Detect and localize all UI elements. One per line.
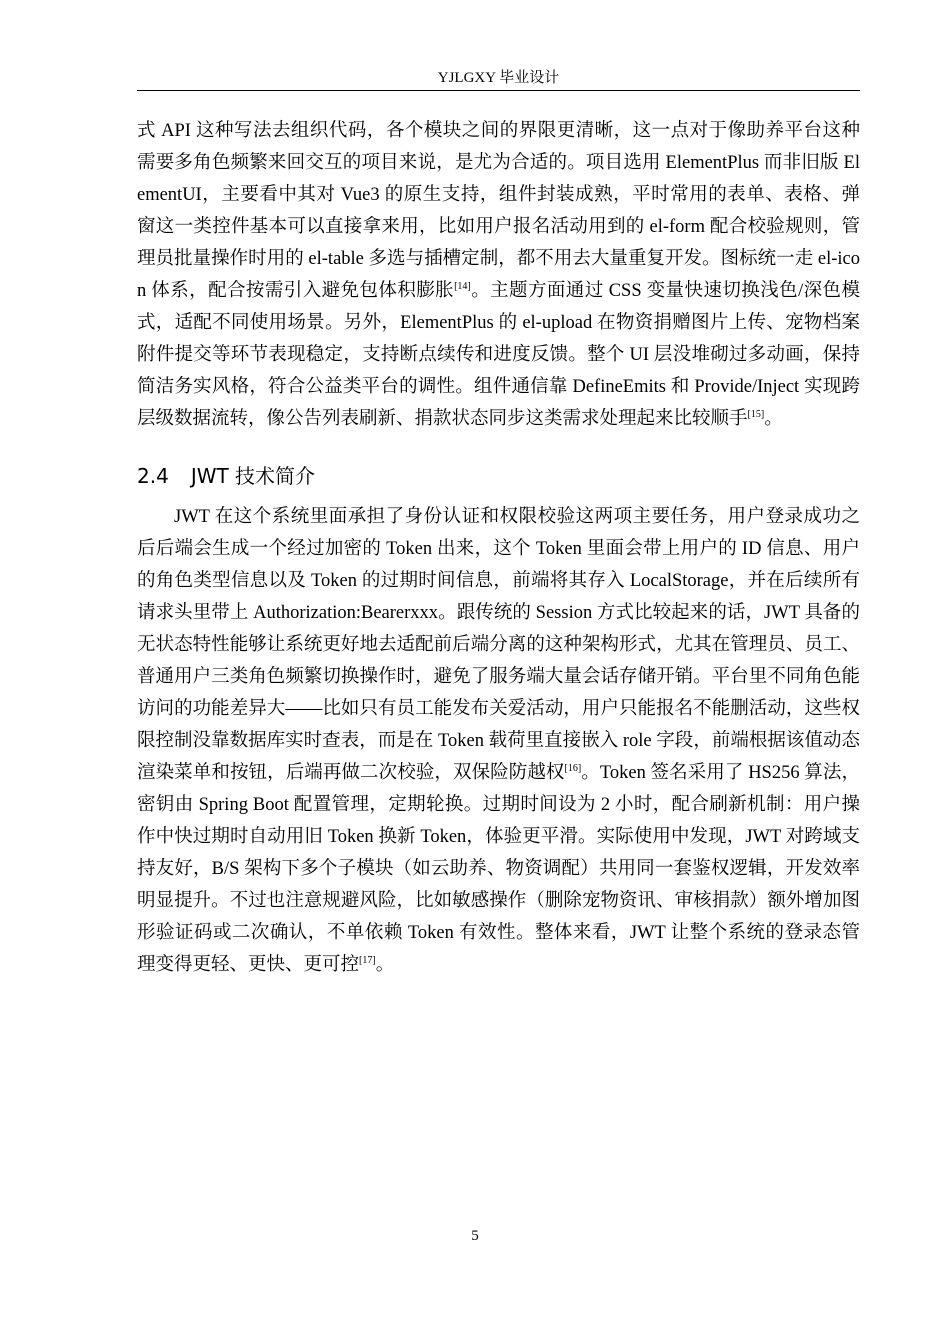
citation-ref: [14] xyxy=(454,280,471,292)
running-header: YJLGXY 毕业设计 xyxy=(137,66,860,91)
paragraph-text: 。Token 签名采用了 HS256 算法，密钥由 Spring Boot 配置管理，定期轮换。过期时间设为 2 小时，配合刷新机制：用户操作中快过期时自动用旧 Token 换新 Token，体验更平滑。实际使用中发现，JWT 对跨域支持友好，B/S 架构下多个子模块（如云助养、物资调配）共用同一套鉴权逻辑，开发效率明显提升。不过也注意规避风险，比如敏感操作（删除宠物资讯、审核捐款）额外增加图形验证码或二次确认，不单依赖 Token 有效性。整体来看，JWT 让整个系统的登录态管理变得更轻、更快、更可控 xyxy=(137,763,860,975)
paragraph-text: 。 xyxy=(764,409,783,429)
citation-ref: [17] xyxy=(359,954,376,966)
citation-ref: [16] xyxy=(564,762,582,774)
body-paragraph-continued xyxy=(137,115,860,435)
section-number: 2.4 xyxy=(137,464,169,488)
paragraph-text: JWT 在这个系统里面承担了身份认证和权限校验这两项主要任务，用户登录成功之后后端会生成一个经过加密的 Token 出来，这个 Token 里面会带上用户的 ID 信息、用户的角色类型信息以及 Token 的过期时间信息，前端将其存入 LocalStorage，并在后续所有请求头里带上 Authorization:Bearerxxx。跟传统的 Session 方式比较起来的话，JWT 具备的无状态特性能够让系统更好地去适配前后端分离的这种架构形式，尤其在管理员、员工、普通用户三类角色频繁切换操作时，避免了服务端大量会话存储开销。平台里不同角色能访问的功能差异大——比如只有员工能发布关爱活动，用户只能报名不能删活动，这些权限控制没靠数据库实时查表，而是在 Token 载荷里直接嵌入 role 字段，前端根据该值动态渲染菜单和按钮，后端再做二次校验，双保险防越权 xyxy=(137,507,860,783)
paragraph-text: 式 API 这种写法去组织代码，各个模块之间的界限更清晰，这一点对于像助养平台这种需要多角色频繁来回交互的项目来说，是尤为合适的。项目选用 ElementPlus 而非旧版 ElementUI，主要看中其对 Vue3 的原生支持，组件封装成熟，平时常用的表单、表格、弹窗这一类控件基本可以直接拿来用，比如用户报名活动用到的 el-form 配合校验规则，管理员批量操作时用的 el-table 多选与插槽定制，都不用去大量重复开发。图标统一走 el-icon 体系，配合按需引入避免包体积膨胀 xyxy=(137,121,860,301)
section-heading xyxy=(137,459,860,493)
body-paragraph xyxy=(137,501,860,981)
paragraph-text: 。主题方面通过 CSS 变量快速切换浅色/深色模式，适配不同使用场景。另外，ElementPlus 的 el-upload 在物资捐赠图片上传、宠物档案附件提交等环节表现稳定，支持断点续传和进度反馈。整个 UI 层没堆砌过多动画，保持简洁务实风格，符合公益类平台的调性。组件通信靠 DefineEmits 和 Provide/Inject 实现跨层级数据流转，像公告列表刷新、捐款状态同步这类需求处理起来比较顺手 xyxy=(137,281,860,429)
paragraph-text: 。 xyxy=(375,955,395,975)
page-number: 5 xyxy=(471,1228,479,1244)
citation-ref: [15] xyxy=(747,408,765,420)
section-title: JWT 技术简介 xyxy=(190,464,316,488)
body-content xyxy=(137,115,860,981)
